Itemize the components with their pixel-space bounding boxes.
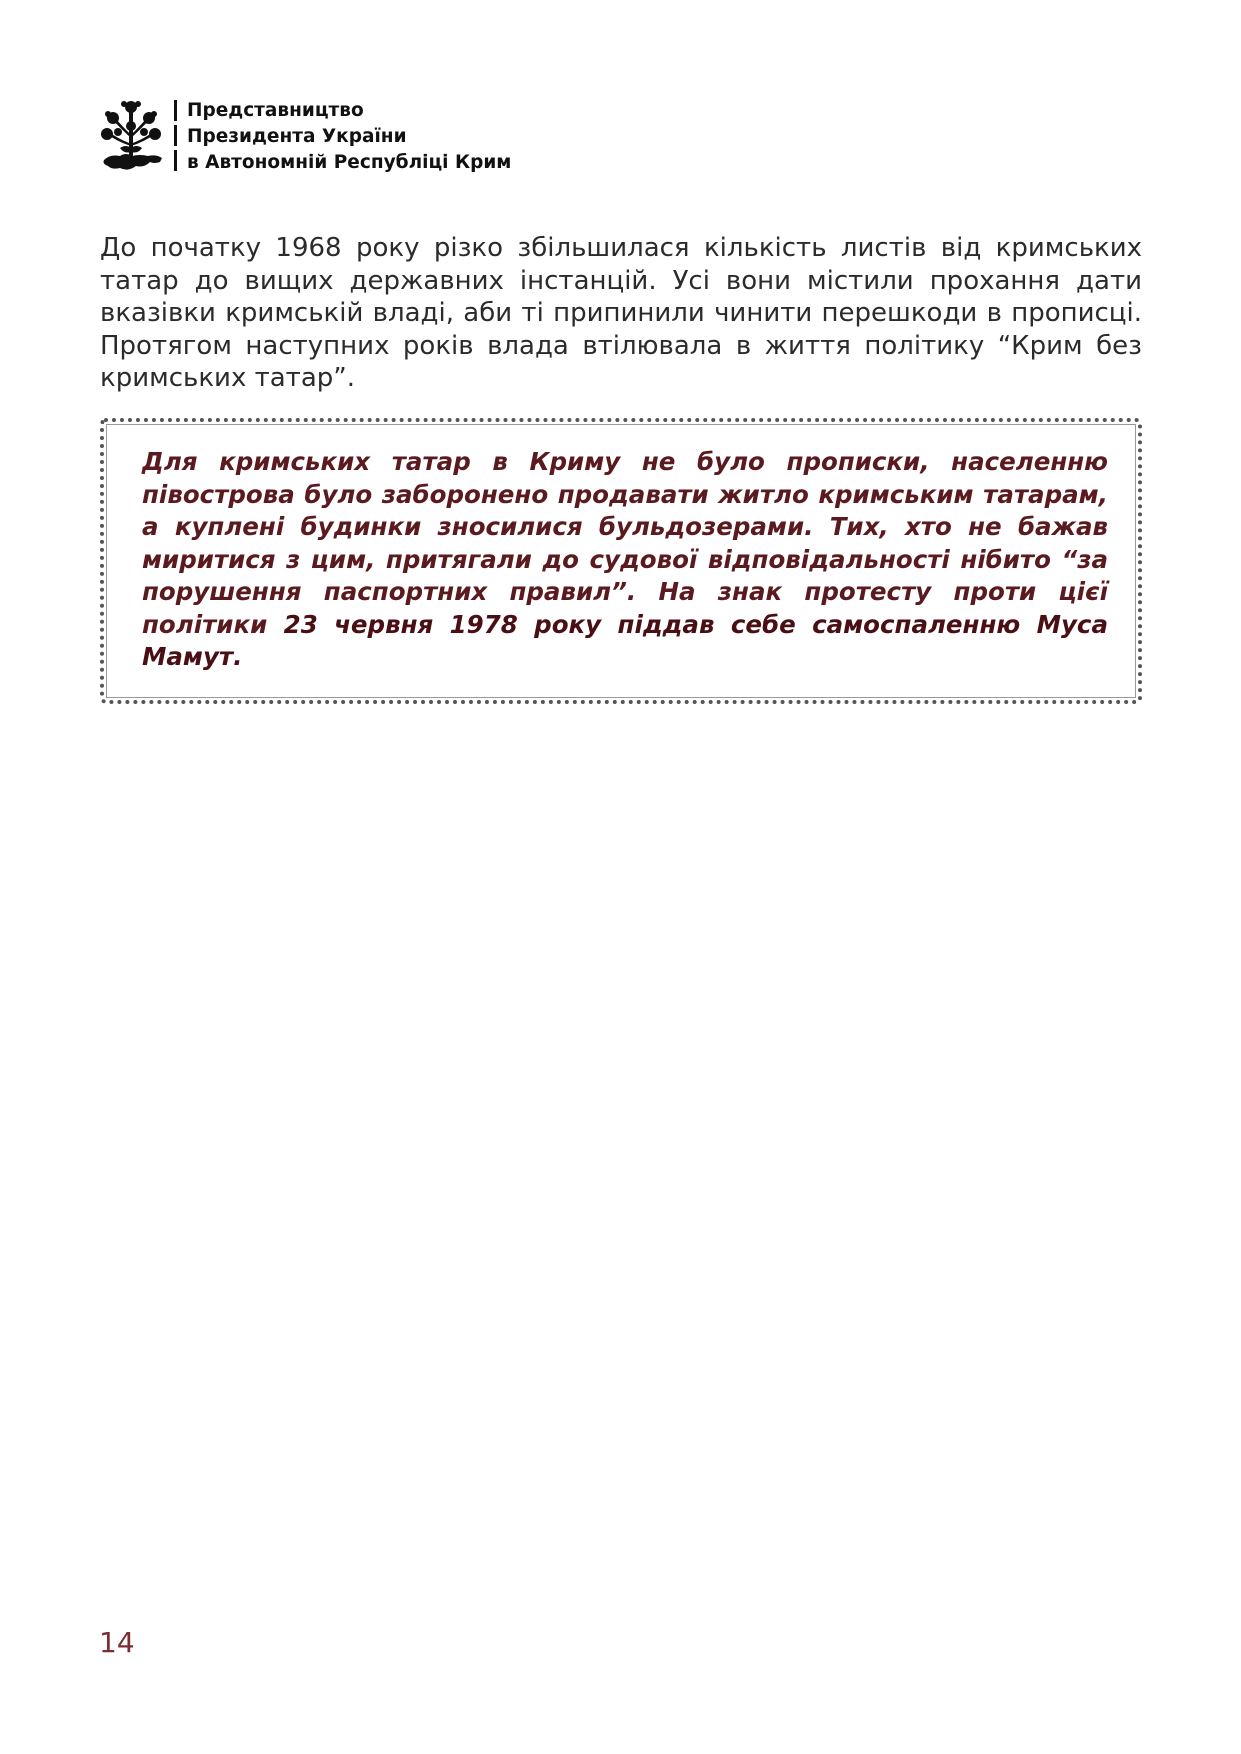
organization-name: [187, 98, 567, 176]
quote-box: [100, 418, 1142, 704]
org-name-line: Представництво: [187, 100, 364, 121]
crimea-flower-emblem-icon: [98, 98, 164, 174]
quote-emphasis-text: 23 червня 1978 року піддав себе самоспаленню Муса Мамут.: [142, 609, 1108, 671]
quote-regular-text: Для кримських татар в Криму не було прописки, населенню півострова було заборонено продавати житло кримським татарам, а куплені будинки зносилися бульдозерами. Тих, хто не бажав миритися з цим, притягали до судової відповідальності нібито “за порушення паспортних правил”. На знак протесту проти цієї політики: [142, 447, 1108, 639]
quote-text: [142, 446, 1108, 674]
header-divider: [174, 100, 178, 172]
page-number: 14: [99, 1626, 135, 1659]
intro-paragraph: До початку 1968 року різко збільшилася кількість листів від кримських татар до вищих державних інстанцій. Усі вони містили прохання дати вказівки кримській владі, аби ті припинили чинити перешкоди в прописці. Протягом наступних років влада втілювала в життя політику “Крим без кримських татар”.: [100, 233, 1142, 393]
org-name-line: в Автономній Республіці Крим: [187, 152, 512, 173]
org-name-line: Президента України: [187, 126, 407, 147]
page-header: [98, 98, 512, 174]
